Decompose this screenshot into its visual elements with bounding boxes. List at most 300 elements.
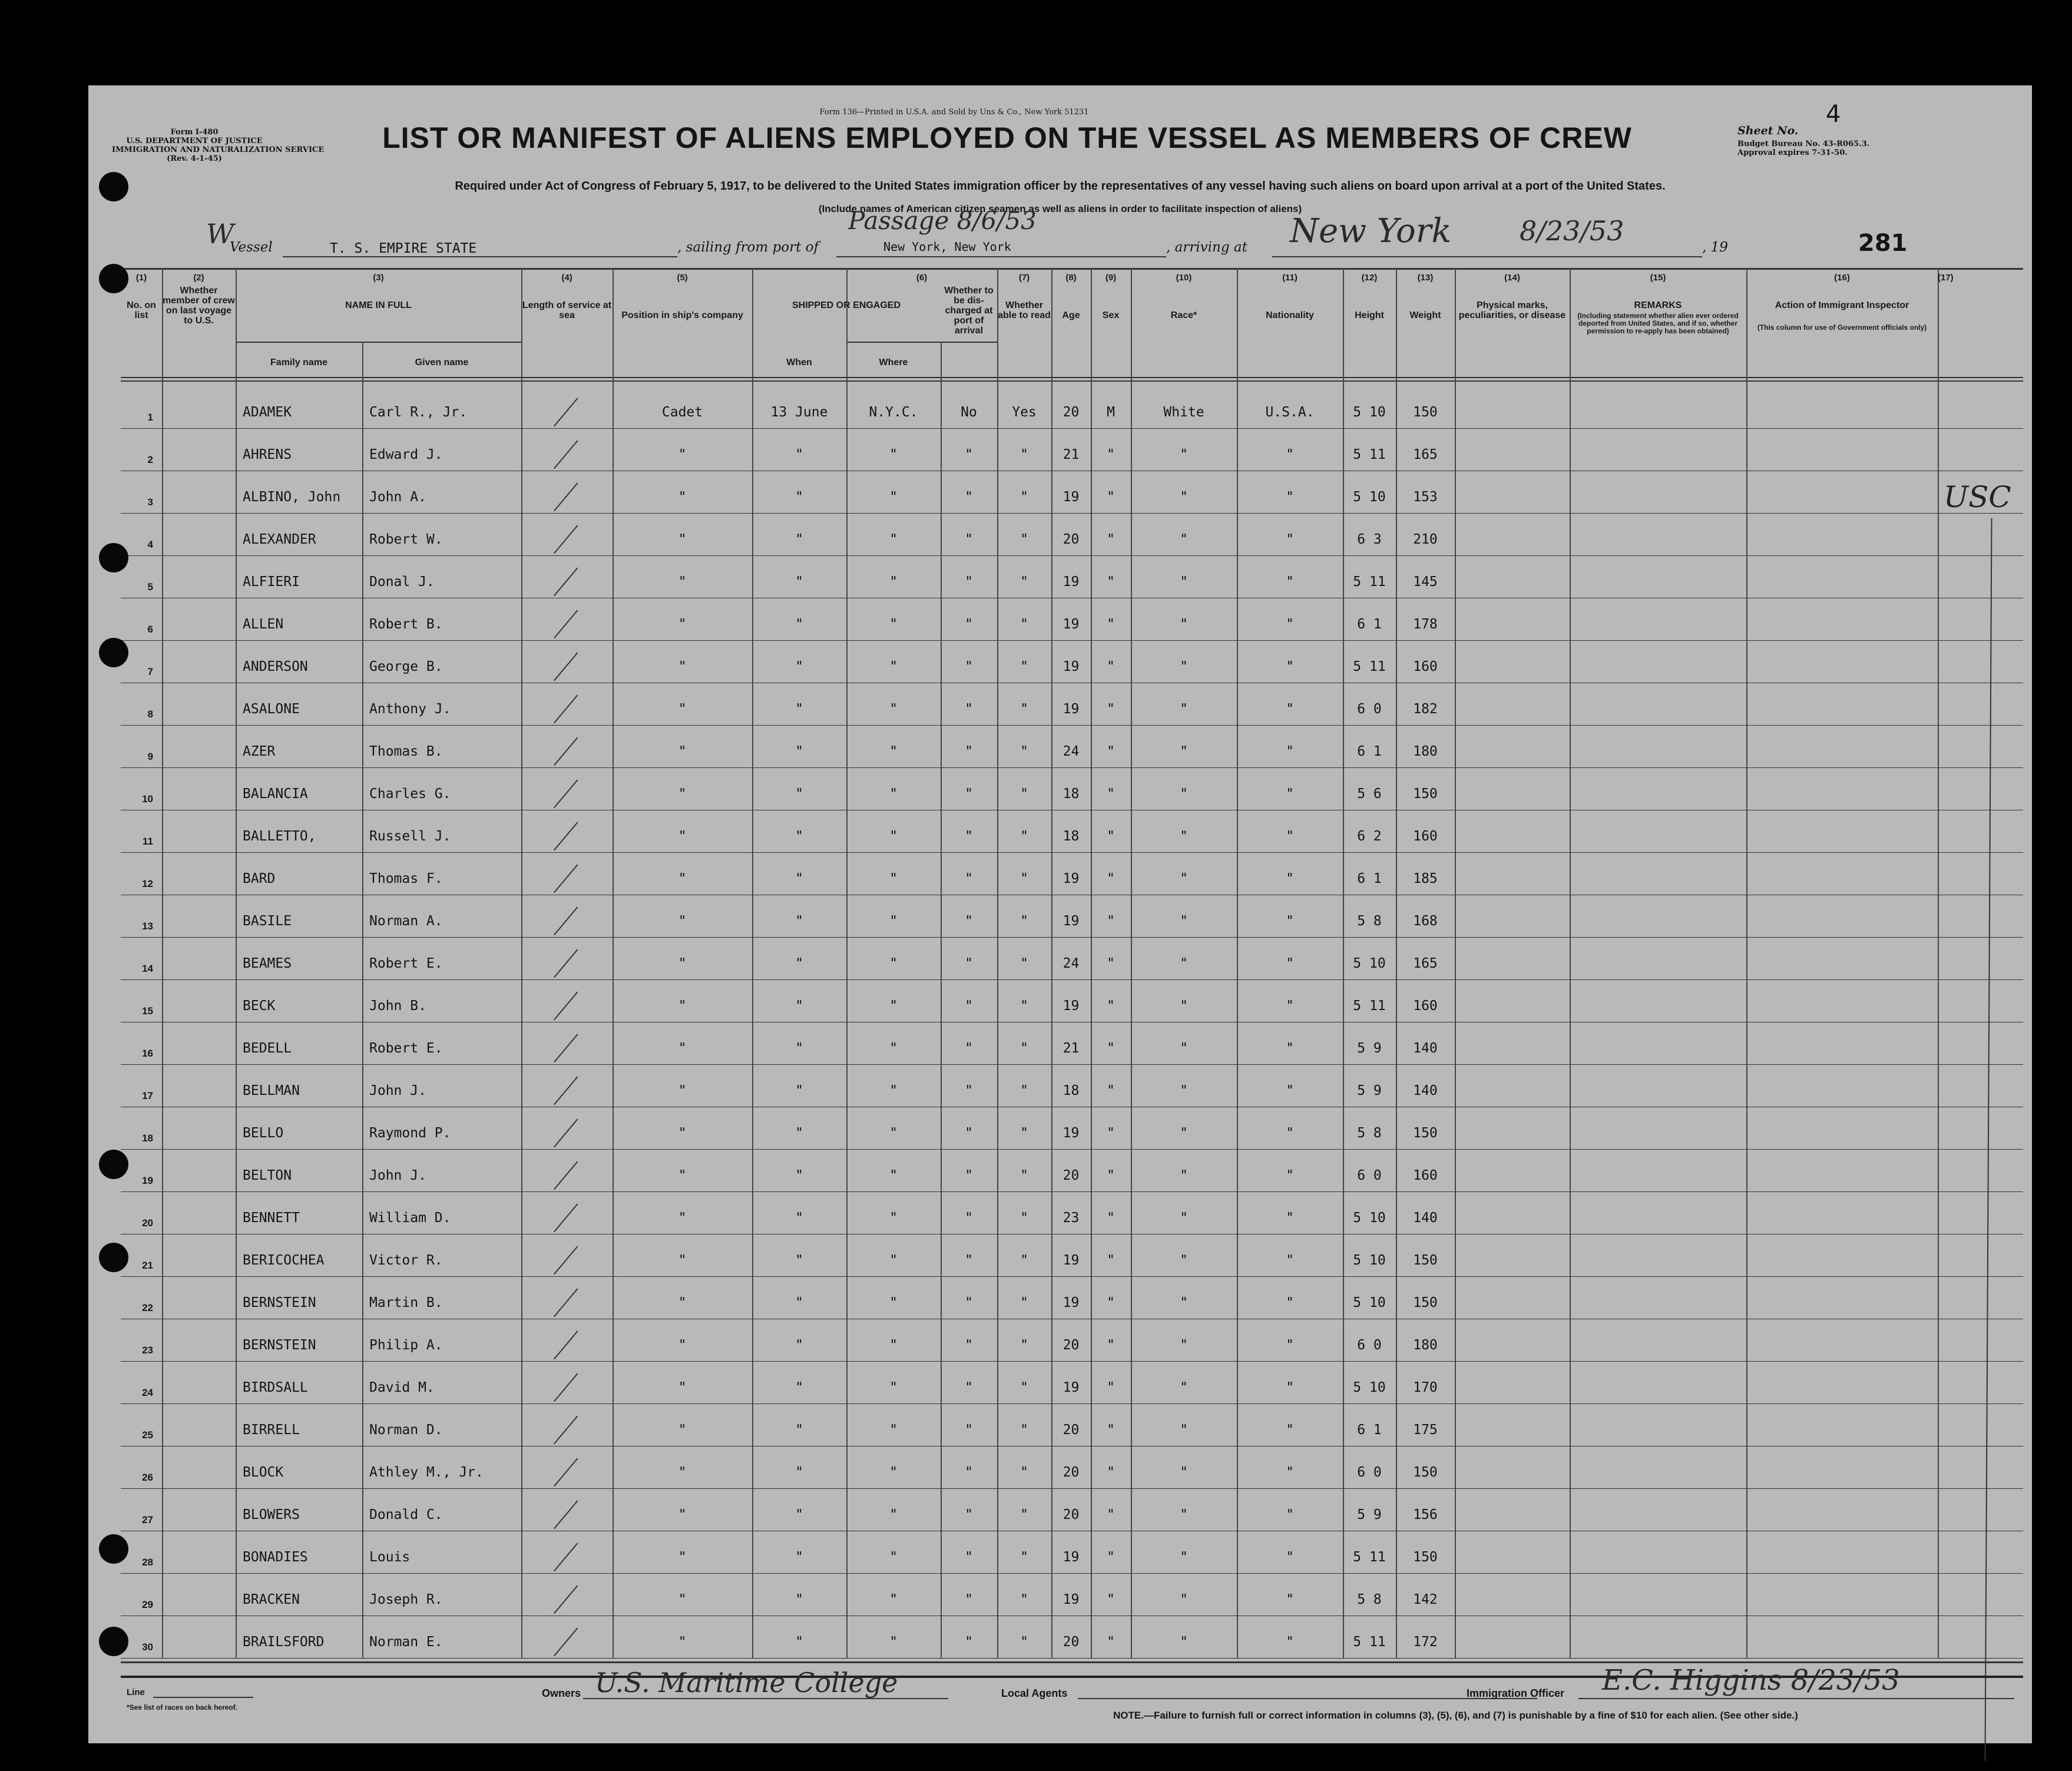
cell-weight: 150	[1413, 405, 1438, 420]
column-number: (14)	[1504, 273, 1520, 283]
cell-height: 5 8	[1357, 913, 1382, 929]
cell-family: BASILE	[243, 913, 292, 929]
cell-discharged: "	[965, 913, 973, 929]
cell-given: John J.	[369, 1083, 426, 1098]
cell-when: "	[795, 871, 803, 886]
cell-read: "	[1020, 829, 1028, 844]
column-number: (1)	[135, 273, 147, 283]
row-number: 25	[142, 1429, 153, 1441]
cell-age: 19	[1063, 659, 1080, 674]
cell-given: John J.	[369, 1168, 426, 1183]
cell-race: "	[1180, 1126, 1188, 1141]
cell-when: "	[795, 1592, 803, 1607]
approval-expiry: Approval expires 7-31-50.	[1737, 148, 1848, 157]
cell-weight: 165	[1413, 447, 1438, 462]
cell-nationality: "	[1286, 1465, 1294, 1480]
service-tick-mark	[554, 695, 578, 724]
cell-age: 24	[1063, 956, 1080, 971]
cell-nationality: "	[1286, 1041, 1294, 1056]
cell-weight: 140	[1413, 1210, 1438, 1226]
cell-age: 20	[1063, 1168, 1080, 1183]
table-rule	[121, 937, 2023, 938]
cell-when: "	[795, 786, 803, 802]
cell-where: "	[889, 1550, 898, 1565]
header-physical-marks: Physical marks, peculiarities, or disease	[1458, 300, 1566, 320]
cell-position: "	[678, 1507, 687, 1522]
header-shipped-engaged: SHIPPED OR ENGAGED	[792, 300, 901, 310]
cell-discharged: "	[965, 1380, 973, 1395]
cell-height: 6 1	[1357, 744, 1382, 759]
cell-given: Joseph R.	[369, 1592, 443, 1607]
cell-race: "	[1180, 871, 1188, 886]
table-rule	[121, 767, 2023, 768]
cell-weight: 153	[1413, 489, 1438, 505]
cell-discharged: "	[965, 1168, 973, 1183]
cell-position: "	[678, 1168, 687, 1183]
local-agents-label: Local Agents	[1001, 1687, 1068, 1699]
column-rule	[162, 268, 163, 1658]
cell-nationality: "	[1286, 1210, 1294, 1226]
cell-height: 5 10	[1353, 489, 1386, 505]
cell-age: 21	[1063, 1041, 1080, 1056]
inspector-mark: USC	[1944, 480, 2011, 514]
cell-read: "	[1020, 1507, 1028, 1522]
cell-nationality: "	[1286, 1550, 1294, 1565]
cell-read: "	[1020, 1634, 1028, 1650]
cell-nationality: "	[1286, 786, 1294, 802]
cell-where: "	[889, 1465, 898, 1480]
cell-sex: "	[1107, 744, 1115, 759]
cell-age: 20	[1063, 532, 1080, 547]
service: IMMIGRATION AND NATURALIZATION SERVICE	[112, 145, 325, 154]
cell-sex: "	[1107, 1083, 1115, 1098]
cell-position: "	[678, 956, 687, 971]
cell-family: BARD	[243, 871, 276, 886]
row-number: 10	[142, 793, 153, 805]
cell-nationality: "	[1286, 701, 1294, 717]
service-tick-mark	[554, 1161, 578, 1190]
cell-age: 20	[1063, 1634, 1080, 1650]
cell-height: 5 9	[1357, 1083, 1382, 1098]
cell-sex: "	[1107, 829, 1115, 844]
row-number: 16	[142, 1048, 153, 1059]
subheader-rule	[236, 342, 521, 343]
cell-family: BERICOCHEA	[243, 1253, 325, 1268]
cell-discharged: "	[965, 1083, 973, 1098]
row-number: 24	[142, 1387, 153, 1398]
vessel-name: T. S. EMPIRE STATE	[330, 241, 477, 256]
cell-sex: "	[1107, 1253, 1115, 1268]
cell-where: "	[889, 1380, 898, 1395]
form-id-block	[112, 128, 325, 163]
table-rule	[121, 1658, 2023, 1659]
column-number: (13)	[1417, 273, 1434, 283]
cell-read: "	[1020, 1338, 1028, 1353]
cell-weight: 150	[1413, 786, 1438, 802]
cell-where: "	[889, 1253, 898, 1268]
cell-position: "	[678, 1338, 687, 1353]
column-number: (3)	[373, 273, 384, 283]
cell-read: "	[1020, 1126, 1028, 1141]
cell-discharged: "	[965, 574, 973, 590]
cell-discharged: "	[965, 532, 973, 547]
cell-age: 18	[1063, 1083, 1080, 1098]
cell-nationality: "	[1286, 1168, 1294, 1183]
cell-weight: 210	[1413, 532, 1438, 547]
cell-position: "	[678, 744, 687, 759]
cell-position: "	[678, 871, 687, 886]
cell-age: 21	[1063, 447, 1080, 462]
cell-when: "	[795, 1253, 803, 1268]
cell-weight: 185	[1413, 871, 1438, 886]
column-number: (4)	[561, 273, 572, 283]
cell-nationality: "	[1286, 744, 1294, 759]
cell-when: "	[795, 1168, 803, 1183]
cell-race: "	[1180, 1550, 1188, 1565]
cell-given: Donald C.	[369, 1507, 443, 1522]
cell-family: ALEXANDER	[243, 532, 316, 547]
cell-read: "	[1020, 744, 1028, 759]
row-number: 18	[142, 1133, 153, 1144]
cell-family: ALLEN	[243, 617, 284, 632]
cell-read: "	[1020, 1422, 1028, 1438]
cell-position: "	[678, 1253, 687, 1268]
row-number: 14	[142, 963, 153, 974]
cell-when: "	[795, 1550, 803, 1565]
cell-sex: "	[1107, 1295, 1115, 1310]
row-number: 20	[142, 1217, 153, 1229]
service-tick-mark	[554, 1204, 578, 1233]
header-age: Age	[1062, 310, 1080, 320]
cell-when: "	[795, 829, 803, 844]
cell-sex: "	[1107, 532, 1115, 547]
cell-discharged: "	[965, 786, 973, 802]
punch-hole	[99, 638, 128, 667]
cell-weight: 150	[1413, 1550, 1438, 1565]
cell-read: "	[1020, 617, 1028, 632]
service-tick-mark	[554, 1585, 578, 1614]
row-number: 29	[142, 1599, 153, 1610]
port-handwritten: Passage 8/6/53	[848, 206, 1037, 235]
cell-height: 5 10	[1353, 405, 1386, 420]
row-number: 21	[142, 1260, 153, 1271]
header-sex: Sex	[1102, 310, 1120, 320]
cell-given: John B.	[369, 998, 426, 1014]
row-number: 28	[142, 1557, 153, 1568]
cell-discharged: "	[965, 1126, 973, 1141]
cell-given: William D.	[369, 1210, 451, 1226]
cell-race: "	[1180, 489, 1188, 505]
service-tick-mark	[554, 992, 578, 1021]
cell-when: 13 June	[770, 405, 828, 420]
table-rule	[121, 428, 2023, 429]
cell-when: "	[795, 1465, 803, 1480]
row-number: 2	[147, 454, 153, 465]
cell-nationality: "	[1286, 1507, 1294, 1522]
cell-family: ALBINO, John	[243, 489, 341, 505]
cell-age: 19	[1063, 871, 1080, 886]
budget-bureau: Budget Bureau No. 43-R065.3.	[1737, 140, 1870, 148]
cell-given: Raymond P.	[369, 1126, 451, 1141]
header-race: Race*	[1170, 310, 1197, 320]
cell-sex: "	[1107, 1168, 1115, 1183]
column-rule	[362, 342, 363, 1658]
service-tick-mark	[554, 1246, 578, 1275]
header-able-to-read: Whether able to read	[998, 300, 1051, 320]
cell-where: "	[889, 913, 898, 929]
cell-race: "	[1180, 1422, 1188, 1438]
cell-where: "	[889, 871, 898, 886]
service-tick-mark	[554, 610, 578, 639]
cell-given: Louis	[369, 1550, 411, 1565]
service-tick-mark	[554, 737, 578, 766]
service-tick-mark	[554, 653, 578, 681]
cell-family: BRAILSFORD	[243, 1634, 325, 1650]
cell-where: "	[889, 998, 898, 1014]
cell-position: "	[678, 1465, 687, 1480]
cell-race: "	[1180, 956, 1188, 971]
column-rule	[521, 268, 522, 1658]
cell-nationality: "	[1286, 956, 1294, 971]
cell-given: Norman E.	[369, 1634, 443, 1650]
cell-family: BIRRELL	[243, 1422, 300, 1438]
row-number: 5	[147, 581, 153, 592]
manifest-page	[88, 85, 2032, 1743]
cell-read: "	[1020, 998, 1028, 1014]
cell-nationality: "	[1286, 1295, 1294, 1310]
cell-given: Robert W.	[369, 532, 443, 547]
cell-weight: 160	[1413, 1168, 1438, 1183]
cell-age: 19	[1063, 1126, 1080, 1141]
cell-position: "	[678, 786, 687, 802]
cell-when: "	[795, 701, 803, 717]
service-tick-mark	[554, 1289, 578, 1318]
row-number: 15	[142, 1005, 153, 1017]
arriving-port-handwritten: New York	[1290, 212, 1452, 250]
cell-family: BRACKEN	[243, 1592, 300, 1607]
cell-height: 5 11	[1353, 659, 1386, 674]
cell-nationality: "	[1286, 617, 1294, 632]
table-rule	[121, 377, 2023, 378]
row-number: 1	[147, 412, 153, 423]
cell-given: Edward J.	[369, 447, 443, 462]
column-number: (5)	[677, 273, 688, 283]
cell-position: "	[678, 574, 687, 590]
header-height: Height	[1355, 310, 1384, 320]
sheet-number: 4	[1826, 101, 1841, 128]
cell-position: "	[678, 1041, 687, 1056]
table-rule	[121, 1191, 2023, 1192]
cell-discharged: "	[965, 998, 973, 1014]
cell-sex: "	[1107, 913, 1115, 929]
cell-race: "	[1180, 744, 1188, 759]
cell-race: "	[1180, 829, 1188, 844]
cell-sex: "	[1107, 1210, 1115, 1226]
punch-hole	[99, 264, 128, 293]
cell-race: "	[1180, 1253, 1188, 1268]
table-rule	[121, 268, 2023, 270]
cell-nationality: "	[1286, 829, 1294, 844]
cell-sex: "	[1107, 1422, 1115, 1438]
cell-discharged: "	[965, 829, 973, 844]
cell-weight: 180	[1413, 744, 1438, 759]
table-rule	[121, 1488, 2023, 1489]
cell-position: "	[678, 701, 687, 717]
service-tick-mark	[554, 398, 578, 427]
cell-position: "	[678, 913, 687, 929]
column-rule	[1570, 268, 1571, 1658]
punch-hole	[99, 1150, 128, 1179]
row-number: 17	[142, 1090, 153, 1101]
header-action: Action of Immigrant Inspector	[1775, 300, 1909, 310]
punch-hole	[99, 543, 128, 572]
table-rule	[121, 1276, 2023, 1277]
cell-nationality: "	[1286, 489, 1294, 505]
cell-sex: "	[1107, 1550, 1115, 1565]
table-rule	[121, 380, 2023, 382]
cell-family: BIRDSALL	[243, 1380, 308, 1395]
cell-weight: 175	[1413, 1422, 1438, 1438]
cell-read: "	[1020, 447, 1028, 462]
header-length-of-service: Length of service at sea	[522, 300, 612, 320]
cell-where: "	[889, 1422, 898, 1438]
cell-nationality: "	[1286, 1083, 1294, 1098]
cell-discharged: "	[965, 1465, 973, 1480]
service-tick-mark	[554, 483, 578, 512]
cell-discharged: "	[965, 744, 973, 759]
punch-hole	[99, 1243, 128, 1272]
cell-age: 19	[1063, 1592, 1080, 1607]
cell-position: "	[678, 1634, 687, 1650]
cell-family: ADAMEK	[243, 405, 292, 420]
cell-height: 6 3	[1357, 532, 1382, 547]
cell-where: "	[889, 1168, 898, 1183]
cell-race: "	[1180, 1592, 1188, 1607]
cell-age: 19	[1063, 998, 1080, 1014]
cell-height: 5 6	[1357, 786, 1382, 802]
cell-weight: 160	[1413, 829, 1438, 844]
cell-sex: "	[1107, 998, 1115, 1014]
column-number: (7)	[1018, 273, 1030, 283]
cell-read: "	[1020, 913, 1028, 929]
port-typed: New York, New York	[883, 240, 1011, 254]
cell-sex: "	[1107, 447, 1115, 462]
cell-age: 19	[1063, 617, 1080, 632]
cell-race: "	[1180, 701, 1188, 717]
immigration-officer-label: Immigration Officer	[1467, 1687, 1565, 1699]
include-note: (Include names of American citizen seamen as well as aliens in order to facilitate inspection of aliens)	[818, 203, 1302, 214]
cell-where: "	[889, 1210, 898, 1226]
column-number: (15)	[1650, 273, 1666, 283]
cell-discharged: "	[965, 1634, 973, 1650]
sailing-label: , sailing from port of	[677, 240, 819, 255]
cell-sex: "	[1107, 1634, 1115, 1650]
cell-given: Martin B.	[369, 1295, 443, 1310]
cell-race: "	[1180, 998, 1188, 1014]
cell-height: 6 0	[1357, 1465, 1382, 1480]
cell-read: "	[1020, 1295, 1028, 1310]
cell-position: "	[678, 1210, 687, 1226]
cell-nationality: "	[1286, 998, 1294, 1014]
cell-age: 20	[1063, 1507, 1080, 1522]
cell-when: "	[795, 659, 803, 674]
cell-weight: 150	[1413, 1253, 1438, 1268]
cell-weight: 172	[1413, 1634, 1438, 1650]
row-number: 7	[147, 666, 153, 677]
races-note: *See list of races on back hereof.	[127, 1703, 238, 1712]
cell-race: "	[1180, 1338, 1188, 1353]
header-discharged: Whether to be dis-charged at port of arrival	[944, 286, 994, 336]
cell-when: "	[795, 998, 803, 1014]
cell-when: "	[795, 956, 803, 971]
cell-when: "	[795, 1041, 803, 1056]
subheader-rule	[846, 342, 997, 343]
cell-where: "	[889, 1634, 898, 1650]
header-crew-last-voyage: Whether member of crew on last voyage to U.S.	[163, 286, 235, 326]
cell-position: "	[678, 1422, 687, 1438]
cell-race: White	[1163, 405, 1204, 420]
cell-height: 5 11	[1353, 998, 1386, 1014]
cell-age: 20	[1063, 1422, 1080, 1438]
cell-where: "	[889, 1507, 898, 1522]
cell-age: 19	[1063, 1295, 1080, 1310]
cell-height: 6 0	[1357, 701, 1382, 717]
crew-table: (1) (2) (3) (4) (5) (6) (7) (8) (9) (10) (11) (12) (13) (14) (15) (16) (17) No. on list Whether member of crew on last voyage to U.S. NAME IN FULL Family name Given name Length of service at sea Position in ship's company SHIPPED OR ENGAGED When Where Whether to be dis-charged at port of arrival Whether able to read Age Sex Race* Nationality Height Weight Physical marks, peculiarities, or disease REMARKS (Including statement whether alien ever ordered deported from United States, and if so, whether permission to re-apply has been obtained) Action of Immigrant Inspector (This column for use of Government officials only) 1 ADAMEK Carl R., Jr. Cadet 13 June N.Y.C. No Yes 20 M White U.S.A. 5 10 150 2 AHRENS Edward J. " " " " " 21 " " " 5 11 165 3 ALBINO, John John A. " " " " " 19 " " " 5 10 153 4 ALEXANDER Robert W. " " " " " 20 " " " 6 3 210 5 ALFIERI Donal J. " " " " " 19 " " " 5 11 145 6 ALLEN Robert B. " " " " " 19 " " " 6 1 178 7 ANDERSON George B. " " " " " 19 " " " 5 11 160 8 ASALONE Anthony J. " " " " " 19 " " " 6 0 182 9 AZER Thomas B. " " " " " 24 " " " 6 1 180 10 BALANCIA Charles G. " " " " " 18 " " " 5 6 150 11 BALLETTO, Russell J. " " " " " 18 " " " 6 2 160 12 BARD Thomas F. " " " " " 19 " " " 6 1 185 13 BASILE Norman A. " " " " " 19 " " " 5 8 168 14 BEAMES Robert E. " " " " " 24 " " " 5 10 165 15 BECK John B. " " " " " 19 " " " 5 11 160 16 BEDELL Robert E. " " " " " 21 " " " 5 9 140 17 BELLMAN John J. " " " " " 18 " " " 5 9 140 18 BELLO Raymond P. " " " " " 19 " " " 5 8 150 19 BELTON John J. " " " " " 20 " " " 6 0 160 20 BENNETT William D. " " " " " 23 " " " 5 10 140 21 BERICOCHEA Victor R. " " " " " 19 " " " 5 10 150 22 BERNSTEIN Martin B. " " " " " 19 " " " 5 10 150 23 BERNSTEIN Philip A. " " " " " 20 " " " 6 0 180 24 BIRDSALL David M. " " " " " 19 " " " 5 10 170 25 BIRRELL Norman D. " " " " " 20 " " " 6 1 175 26 BLOCK Athley M., Jr. " " " " " 20 " " " 6 0 150 27 BLOWERS Donald C. " " " " " 20 " " " 5 9 156 28 BONADIES Louis " " " " " 19 " " " 5 11 150 29 BRACKEN Joseph R. " " " " " 19 " " " 5 8 142 30 BRAILSFORD Norman E. " " " " " 20 " " " 5 11 172	[121, 268, 2023, 1732]
cell-weight: 160	[1413, 659, 1438, 674]
penalty-note: NOTE.—Failure to furnish full or correct information in columns (3), (5), (6), and (7) is punishable by a fine of $10 for each alien. (See other side.)	[1113, 1710, 1798, 1721]
cell-weight: 140	[1413, 1083, 1438, 1098]
column-number: (16)	[1834, 273, 1850, 283]
cell-where: "	[889, 532, 898, 547]
cell-when: "	[795, 1295, 803, 1310]
cell-read: "	[1020, 1550, 1028, 1565]
form-number: Form I-480	[170, 128, 219, 137]
row-number: 8	[147, 709, 153, 720]
officer-signature: E.C. Higgins 8/23/53	[1602, 1664, 1900, 1697]
header-remarks-note: (Including statement whether alien ever ordered deported from United States, and if so, whether permission to re-apply has been obtained)	[1577, 312, 1739, 335]
cell-discharged: "	[965, 489, 973, 505]
required-statement: Required under Act of Congress of February 5, 1917, to be delivered to the United States immigration officer by the representatives of any vessel having such aliens on board upon arrival at a port of the United States.	[455, 180, 1666, 193]
service-tick-mark	[554, 525, 578, 554]
cell-sex: "	[1107, 1592, 1115, 1607]
cell-where: "	[889, 447, 898, 462]
header-position: Position in ship's company	[621, 310, 743, 320]
header-name-in-full: NAME IN FULL	[345, 300, 412, 310]
cell-discharged: "	[965, 1253, 973, 1268]
cell-position: "	[678, 1380, 687, 1395]
cell-family: BEAMES	[243, 956, 292, 971]
cell-when: "	[795, 1338, 803, 1353]
cell-position: "	[678, 1083, 687, 1098]
cell-weight: 180	[1413, 1338, 1438, 1353]
table-rule	[121, 1403, 2023, 1404]
cell-given: Philip A.	[369, 1338, 443, 1353]
cell-nationality: "	[1286, 871, 1294, 886]
cell-where: "	[889, 617, 898, 632]
cell-weight: 156	[1413, 1507, 1438, 1522]
cell-given: Robert E.	[369, 956, 443, 971]
cell-given: Athley M., Jr.	[369, 1465, 484, 1480]
column-number: (11)	[1282, 273, 1298, 283]
cell-family: BELLO	[243, 1126, 284, 1141]
row-number: 22	[142, 1302, 153, 1313]
service-tick-mark	[554, 1628, 578, 1657]
cell-discharged: "	[965, 1550, 973, 1565]
vessel-label: Vessel	[230, 240, 273, 255]
cell-read: "	[1020, 1041, 1028, 1056]
cell-given: Carl R., Jr.	[369, 405, 468, 420]
cell-age: 20	[1063, 1338, 1080, 1353]
